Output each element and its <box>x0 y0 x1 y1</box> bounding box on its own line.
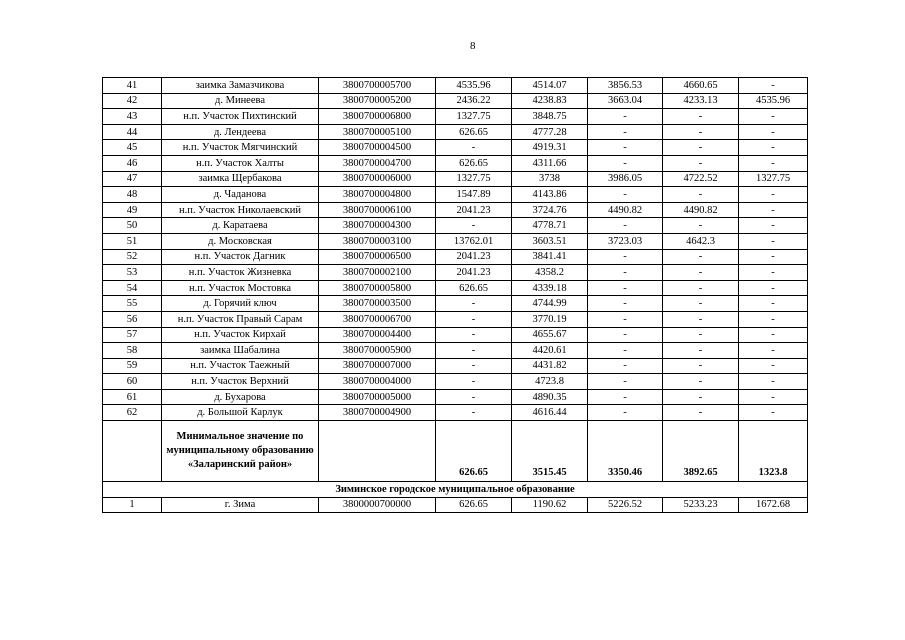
table-row <box>103 93 808 109</box>
settlement-name-cell: н.п. Участок Мягчинский <box>162 140 319 156</box>
value-cell-5: 1327.75 <box>739 171 808 187</box>
value-cell-4: - <box>663 358 739 374</box>
settlement-name-cell: н.п. Участок Правый Сарам <box>162 311 319 327</box>
oktmo-code-cell: 3800700005100 <box>319 124 436 140</box>
oktmo-code-cell: 3800700004500 <box>319 140 436 156</box>
value-cell-1: 4535.96 <box>436 78 512 94</box>
table-row <box>103 124 808 140</box>
value-cell-5: - <box>739 327 808 343</box>
row-number-cell: 55 <box>103 296 162 312</box>
settlement-name-cell: н.п. Участок Пихтинский <box>162 109 319 125</box>
value-cell-4: - <box>663 405 739 421</box>
value-cell-5: - <box>739 124 808 140</box>
row-number-cell: 62 <box>103 405 162 421</box>
value-cell-5: - <box>739 78 808 94</box>
value-cell-4: - <box>663 218 739 234</box>
settlement-name-cell: н.п. Участок Дагник <box>162 249 319 265</box>
settlement-name-cell: заимка Шабалина <box>162 343 319 359</box>
value-cell-3: - <box>588 405 663 421</box>
value-cell-2: 1190.62 <box>512 497 588 513</box>
value-cell-1: 2041.23 <box>436 249 512 265</box>
value-cell-1: - <box>436 389 512 405</box>
value-cell-1: 1547.89 <box>436 187 512 203</box>
row-number-cell: 47 <box>103 171 162 187</box>
settlement-name-cell: г. Зима <box>162 497 319 513</box>
value-cell-3: 5226.52 <box>588 497 663 513</box>
settlement-name-cell: д. Московская <box>162 233 319 249</box>
oktmo-code-cell: 3800700006500 <box>319 249 436 265</box>
table-row <box>103 140 808 156</box>
oktmo-code-cell: 3800700004400 <box>319 327 436 343</box>
value-cell-5: - <box>739 109 808 125</box>
value-cell-3: - <box>588 155 663 171</box>
table-row <box>103 155 808 171</box>
value-cell-2: 4311.66 <box>512 155 588 171</box>
settlement-name-cell: д. Чаданова <box>162 187 319 203</box>
row-number-cell: 41 <box>103 78 162 94</box>
row-number-cell: 1 <box>103 497 162 513</box>
row-number-cell: 52 <box>103 249 162 265</box>
oktmo-code-cell: 3800700004900 <box>319 405 436 421</box>
value-cell-5: - <box>739 249 808 265</box>
table-row <box>103 202 808 218</box>
table-row <box>103 405 808 421</box>
value-cell-3: - <box>588 218 663 234</box>
oktmo-code-cell: 3800700002100 <box>319 265 436 281</box>
row-number-cell: 56 <box>103 311 162 327</box>
value-cell-1: 626.65 <box>436 280 512 296</box>
value-cell-4: 4660.65 <box>663 78 739 94</box>
value-cell-4: - <box>663 327 739 343</box>
value-cell-4: - <box>663 265 739 281</box>
value-cell-4: - <box>663 249 739 265</box>
table-row <box>103 358 808 374</box>
value-cell-3: - <box>588 109 663 125</box>
settlement-name-cell: н.п. Участок Верхний <box>162 374 319 390</box>
value-cell-5: - <box>739 218 808 234</box>
summary-value-2: 3515.45 <box>512 421 588 482</box>
value-cell-1: - <box>436 405 512 421</box>
value-cell-3: 3856.53 <box>588 78 663 94</box>
value-cell-5: - <box>739 202 808 218</box>
table-row <box>103 171 808 187</box>
value-cell-1: - <box>436 327 512 343</box>
value-cell-5: - <box>739 233 808 249</box>
value-cell-2: 4339.18 <box>512 280 588 296</box>
value-cell-4: - <box>663 296 739 312</box>
value-cell-2: 4723.8 <box>512 374 588 390</box>
value-cell-2: 4744.99 <box>512 296 588 312</box>
row-number-cell: 43 <box>103 109 162 125</box>
value-cell-3: - <box>588 389 663 405</box>
value-cell-1: - <box>436 358 512 374</box>
value-cell-4: 4233.13 <box>663 93 739 109</box>
value-cell-2: 3724.76 <box>512 202 588 218</box>
value-cell-5: - <box>739 140 808 156</box>
settlement-name-cell: заимка Замазчикова <box>162 78 319 94</box>
table-row <box>103 311 808 327</box>
summary-value-1: 626.65 <box>436 421 512 482</box>
row-number-cell: 57 <box>103 327 162 343</box>
value-cell-5: - <box>739 389 808 405</box>
summary-row <box>103 421 808 482</box>
summary-empty-cell <box>319 421 436 482</box>
value-cell-5: 4535.96 <box>739 93 808 109</box>
settlement-name-cell: н.п. Участок Кирхай <box>162 327 319 343</box>
oktmo-code-cell: 3800700007000 <box>319 358 436 374</box>
settlement-name-cell: д. Лендеева <box>162 124 319 140</box>
summary-label: Минимальное значение по муниципальному образованию «Заларинский район» <box>162 421 319 482</box>
value-cell-2: 3770.19 <box>512 311 588 327</box>
oktmo-code-cell: 3800700006700 <box>319 311 436 327</box>
value-cell-1: 2041.23 <box>436 202 512 218</box>
table-row <box>103 280 808 296</box>
value-cell-2: 3841.41 <box>512 249 588 265</box>
value-cell-1: - <box>436 140 512 156</box>
row-number-cell: 42 <box>103 93 162 109</box>
table-row <box>103 218 808 234</box>
value-cell-5: - <box>739 358 808 374</box>
value-cell-3: 3723.03 <box>588 233 663 249</box>
table-row <box>103 249 808 265</box>
section-header-row <box>103 482 808 498</box>
settlement-name-cell: заимка Щербакова <box>162 171 319 187</box>
table-row <box>103 233 808 249</box>
oktmo-code-cell: 3800700006800 <box>319 109 436 125</box>
row-number-cell: 58 <box>103 343 162 359</box>
value-cell-2: 4919.31 <box>512 140 588 156</box>
row-number-cell: 51 <box>103 233 162 249</box>
value-cell-1: 2436.22 <box>436 93 512 109</box>
value-cell-1: 1327.75 <box>436 109 512 125</box>
row-number-cell: 48 <box>103 187 162 203</box>
value-cell-4: - <box>663 155 739 171</box>
table-row <box>103 109 808 125</box>
settlement-name-cell: н.п. Участок Мостовка <box>162 280 319 296</box>
row-number-cell: 45 <box>103 140 162 156</box>
row-number-cell: 46 <box>103 155 162 171</box>
oktmo-code-cell: 3800700006000 <box>319 171 436 187</box>
value-cell-5: - <box>739 187 808 203</box>
settlement-name-cell: н.п. Участок Халты <box>162 155 319 171</box>
value-cell-3: - <box>588 140 663 156</box>
value-cell-3: - <box>588 124 663 140</box>
row-number-cell: 54 <box>103 280 162 296</box>
table-row <box>103 296 808 312</box>
value-cell-2: 4143.86 <box>512 187 588 203</box>
value-cell-1: 626.65 <box>436 497 512 513</box>
row-number-cell: 44 <box>103 124 162 140</box>
value-cell-5: - <box>739 265 808 281</box>
row-number-cell: 49 <box>103 202 162 218</box>
oktmo-code-cell: 3800700004000 <box>319 374 436 390</box>
oktmo-code-cell: 3800700004700 <box>319 155 436 171</box>
section-title: Зиминское городское муниципальное образование <box>103 482 808 498</box>
oktmo-code-cell: 3800700005000 <box>319 389 436 405</box>
oktmo-code-cell: 3800000700000 <box>319 497 436 513</box>
settlement-name-cell: д. Бухарова <box>162 389 319 405</box>
value-cell-4: - <box>663 124 739 140</box>
value-cell-5: - <box>739 280 808 296</box>
value-cell-1: - <box>436 296 512 312</box>
value-cell-3: - <box>588 280 663 296</box>
settlement-name-cell: д. Каратаева <box>162 218 319 234</box>
value-cell-5: - <box>739 343 808 359</box>
value-cell-2: 4420.61 <box>512 343 588 359</box>
oktmo-code-cell: 3800700005200 <box>319 93 436 109</box>
value-cell-2: 4238.83 <box>512 93 588 109</box>
oktmo-code-cell: 3800700003500 <box>319 296 436 312</box>
table-row <box>103 374 808 390</box>
value-cell-4: - <box>663 343 739 359</box>
row-number-cell: 59 <box>103 358 162 374</box>
value-cell-5: - <box>739 311 808 327</box>
value-cell-4: 4490.82 <box>663 202 739 218</box>
row-number-cell: 53 <box>103 265 162 281</box>
row-number-cell: 60 <box>103 374 162 390</box>
value-cell-5: - <box>739 296 808 312</box>
value-cell-3: - <box>588 327 663 343</box>
value-cell-2: 4778.71 <box>512 218 588 234</box>
oktmo-code-cell: 3800700004800 <box>319 187 436 203</box>
page-number: 8 <box>470 40 476 52</box>
row-number-cell: 50 <box>103 218 162 234</box>
value-cell-1: 13762.01 <box>436 233 512 249</box>
value-cell-4: - <box>663 140 739 156</box>
oktmo-code-cell: 3800700005900 <box>319 343 436 359</box>
value-cell-1: - <box>436 218 512 234</box>
value-cell-3: - <box>588 358 663 374</box>
value-cell-3: 3663.04 <box>588 93 663 109</box>
oktmo-code-cell: 3800700004300 <box>319 218 436 234</box>
oktmo-code-cell: 3800700005700 <box>319 78 436 94</box>
oktmo-code-cell: 3800700005800 <box>319 280 436 296</box>
value-cell-3: 4490.82 <box>588 202 663 218</box>
value-cell-5: - <box>739 405 808 421</box>
value-cell-2: 4431.82 <box>512 358 588 374</box>
summary-empty-cell <box>103 421 162 482</box>
value-cell-3: - <box>588 374 663 390</box>
value-cell-3: - <box>588 265 663 281</box>
summary-value-3: 3350.46 <box>588 421 663 482</box>
data-table <box>102 77 808 513</box>
value-cell-4: - <box>663 311 739 327</box>
value-cell-4: 5233.23 <box>663 497 739 513</box>
settlement-name-cell: д. Минеева <box>162 93 319 109</box>
table-row <box>103 265 808 281</box>
value-cell-2: 4655.67 <box>512 327 588 343</box>
settlement-name-cell: н.п. Участок Таежный <box>162 358 319 374</box>
value-cell-2: 4358.2 <box>512 265 588 281</box>
row-number-cell: 61 <box>103 389 162 405</box>
value-cell-1: 1327.75 <box>436 171 512 187</box>
settlement-name-cell: д. Горячий ключ <box>162 296 319 312</box>
value-cell-4: - <box>663 280 739 296</box>
value-cell-3: - <box>588 187 663 203</box>
table-row <box>103 78 808 94</box>
value-cell-4: - <box>663 109 739 125</box>
value-cell-2: 4616.44 <box>512 405 588 421</box>
value-cell-5: - <box>739 155 808 171</box>
value-cell-3: - <box>588 296 663 312</box>
value-cell-3: - <box>588 249 663 265</box>
table-row <box>103 327 808 343</box>
value-cell-1: 626.65 <box>436 124 512 140</box>
value-cell-2: 3603.51 <box>512 233 588 249</box>
value-cell-3: - <box>588 343 663 359</box>
table-row <box>103 343 808 359</box>
value-cell-2: 4890.35 <box>512 389 588 405</box>
table-row <box>103 187 808 203</box>
value-cell-4: 4722.52 <box>663 171 739 187</box>
value-cell-3: 3986.05 <box>588 171 663 187</box>
value-cell-2: 3738 <box>512 171 588 187</box>
value-cell-5: - <box>739 374 808 390</box>
value-cell-1: - <box>436 343 512 359</box>
summary-value-5: 1323.8 <box>739 421 808 482</box>
oktmo-code-cell: 3800700003100 <box>319 233 436 249</box>
value-cell-3: - <box>588 311 663 327</box>
settlement-name-cell: н.п. Участок Жизневка <box>162 265 319 281</box>
value-cell-2: 3848.75 <box>512 109 588 125</box>
value-cell-4: 4642.3 <box>663 233 739 249</box>
table-row <box>103 497 808 513</box>
value-cell-5: 1672.68 <box>739 497 808 513</box>
value-cell-4: - <box>663 389 739 405</box>
oktmo-code-cell: 3800700006100 <box>319 202 436 218</box>
table-row <box>103 389 808 405</box>
value-cell-4: - <box>663 187 739 203</box>
value-cell-1: 626.65 <box>436 155 512 171</box>
settlement-name-cell: д. Большой Карлук <box>162 405 319 421</box>
summary-value-4: 3892.65 <box>663 421 739 482</box>
value-cell-1: - <box>436 374 512 390</box>
value-cell-2: 4777.28 <box>512 124 588 140</box>
settlement-name-cell: н.п. Участок Николаевский <box>162 202 319 218</box>
value-cell-1: 2041.23 <box>436 265 512 281</box>
value-cell-2: 4514.07 <box>512 78 588 94</box>
value-cell-4: - <box>663 374 739 390</box>
value-cell-1: - <box>436 311 512 327</box>
